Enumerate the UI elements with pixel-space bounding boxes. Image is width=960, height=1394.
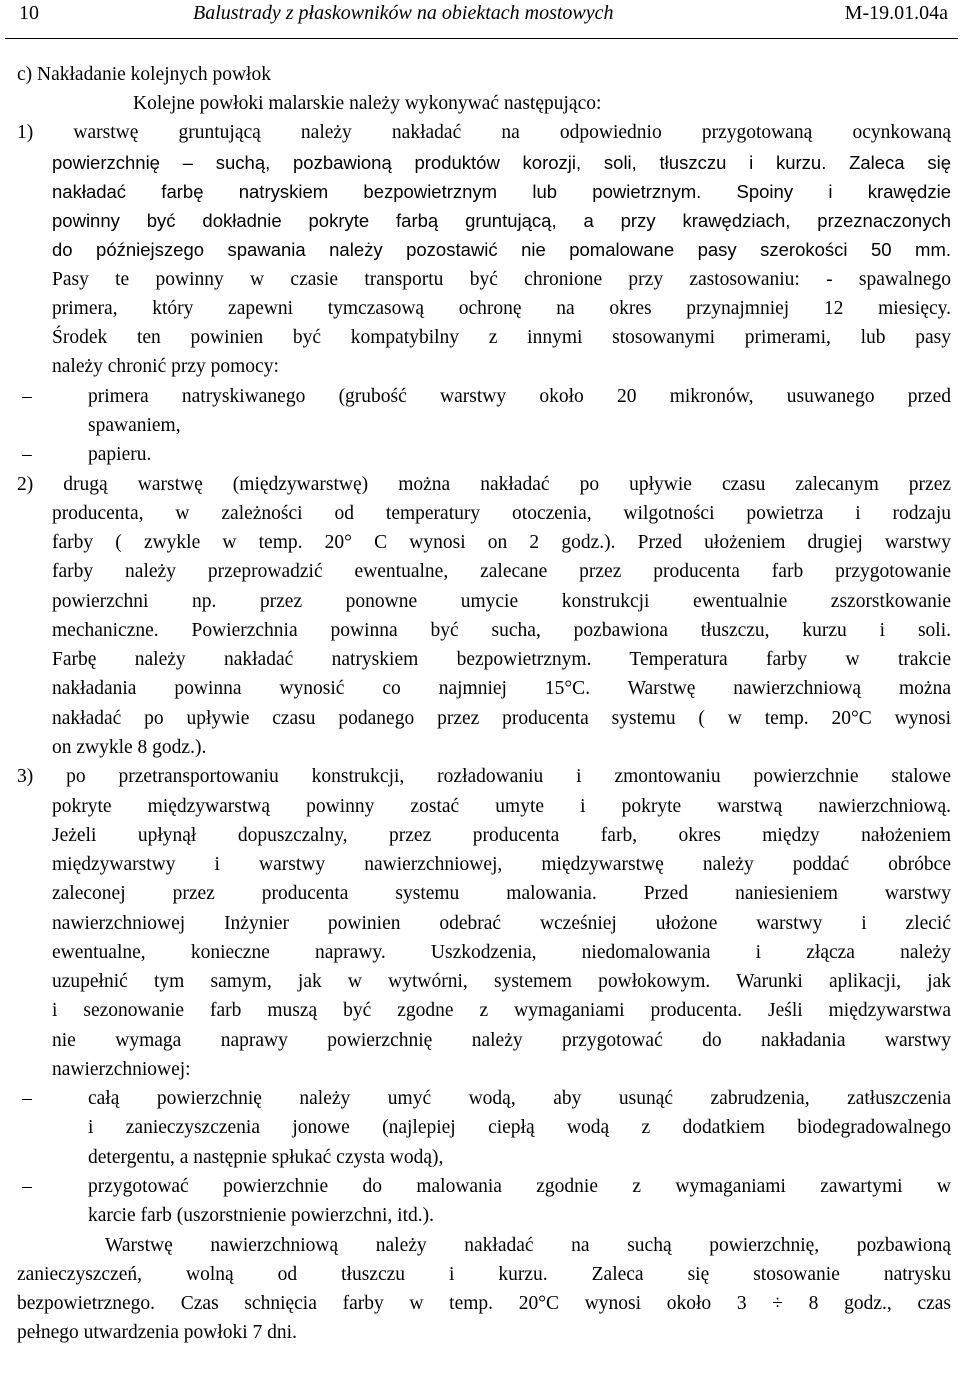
paragraph-line: należy chronić przy pomocy: — [52, 356, 279, 377]
paragraph-line: Farbę należy nakładać natryskiem bezpowietrznym. Temperatura farby w trakcie — [52, 649, 951, 670]
paragraph-line: pełnego utwardzenia powłoki 7 dni. — [17, 1322, 297, 1343]
list-dash: – — [22, 386, 32, 407]
paragraph-line: międzywarstwy i warstwy nawierzchniowej, międzywarstwę należy poddać obróbce — [52, 854, 951, 875]
page-header — [0, 0, 960, 42]
paragraph-line: Warstwę nawierzchniową należy nakładać na suchą powierzchnię, pozbawioną — [105, 1235, 951, 1256]
paragraph-line: bezpowietrznego. Czas schnięcia farby w temp. 20°C wynosi około 3 ÷ 8 godz., czas — [17, 1293, 951, 1314]
section-heading: c) Nakładanie kolejnych powłok — [17, 64, 271, 85]
paragraph-line: 1) warstwę gruntującą należy nakładać na odpowiednio przygotowaną ocynkowaną — [17, 122, 951, 143]
list-dash: – — [22, 1088, 32, 1109]
paragraph-line: do późniejszego spawania należy pozostawić nie pomalowane pasy szerokości 50 mm. — [52, 239, 951, 260]
paragraph-line: farby ( zwykle w temp. 20° C wynosi on 2 godz.). Przed ułożeniem drugiej warstwy — [52, 532, 951, 553]
list-item-line: przygotować powierzchnie do malowania zgodnie z wymaganiami zawartymi w — [88, 1176, 951, 1197]
list-item-line: karcie farb (uszorstnienie powierzchni, itd.). — [88, 1205, 434, 1226]
paragraph-line: nakładać po upływie czasu podanego przez producenta systemu ( w temp. 20°C wynosi — [52, 708, 951, 729]
paragraph-line: powierzchnię – suchą, pozbawioną produktów korozji, soli, tłuszczu i kurzu. Zaleca się — [52, 152, 951, 173]
paragraph-line: 2) drugą warstwę (międzywarstwę) można nakładać po upływie czasu zalecanym przez — [17, 474, 951, 495]
list-item-line: spawaniem, — [88, 415, 181, 436]
running-title: Balustrady z płaskowników na obiektach mostowych — [193, 2, 614, 24]
list-item-line: detergentu, a następnie spłukać czysta wodą), — [88, 1147, 444, 1168]
paragraph-line: farby należy przeprowadzić ewentualne, zalecane przez producenta farb przygotowanie — [52, 561, 951, 582]
header-rule — [5, 38, 958, 39]
paragraph-line: Pasy te powinny w czasie transportu być chronione przy zastosowaniu: - spawalnego — [52, 269, 951, 290]
paragraph-line: nawierzchniowej Inżynier powinien odebrać wcześniej ułożone warstwy i zlecić — [52, 913, 951, 934]
paragraph-line: zanieczyszczeń, wolną od tłuszczu i kurzu. Zaleca się stosowanie natrysku — [17, 1264, 951, 1285]
paragraph-line: powierzchni np. przez ponowne umycie konstrukcji ewentualnie zszorstkowanie — [52, 591, 951, 612]
paragraph-line: Środek ten powinien być kompatybilny z innymi stosowanymi primerami, lub pasy — [52, 327, 951, 348]
list-item-line: papieru. — [88, 444, 152, 465]
list-item-line: i zanieczyszczenia jonowe (najlepiej ciepłą wodą z dodatkiem biodegradowalnego — [88, 1117, 951, 1138]
paragraph-line: nie wymaga naprawy powierzchnię należy przygotować do nakładania warstwy — [52, 1030, 951, 1051]
paragraph-line: powinny być dokładnie pokryte farbą gruntującą, a przy krawędziach, przeznaczonych — [52, 210, 951, 231]
list-item-line: primera natryskiwanego (grubość warstwy około 20 mikronów, usuwanego przed — [88, 386, 951, 407]
page-number: 10 — [19, 2, 39, 24]
document-code: M-19.01.04a — [844, 2, 948, 24]
paragraph-line: producenta, w zależności od temperatury otoczenia, wilgotności powietrza i rodzaju — [52, 503, 951, 524]
paragraph-line: nawierzchniowej: — [52, 1059, 191, 1080]
paragraph-line: uzupełnić tym samym, jak w wytwórni, systemem powłokowym. Warunki aplikacji, jak — [52, 971, 951, 992]
paragraph-line: primera, który zapewni tymczasową ochronę na okres przynajmniej 12 miesięcy. — [52, 298, 951, 319]
list-item-line: całą powierzchnię należy umyć wodą, aby usunąć zabrudzenia, zatłuszczenia — [88, 1088, 951, 1109]
paragraph-line: nakładać farbę natryskiem bezpowietrznym lub powietrznym. Spoiny i krawędzie — [52, 181, 951, 202]
paragraph-line: zaleconej przez producenta systemu malowania. Przed naniesieniem warstwy — [52, 883, 951, 904]
paragraph-line: pokryte międzywarstwą powinny zostać umyte i pokryte warstwą nawierzchniową. — [52, 796, 951, 817]
list-dash: – — [22, 444, 32, 465]
list-dash: – — [22, 1176, 32, 1197]
paragraph-line: ewentualne, konieczne naprawy. Uszkodzenia, niedomalowania i złącza należy — [52, 942, 951, 963]
paragraph-line: on zwykle 8 godz.). — [52, 737, 207, 758]
paragraph-line: nakładania powinna wynosić co najmniej 15°C. Warstwę nawierzchniową można — [52, 678, 951, 699]
paragraph-line: i sezonowanie farb muszą być zgodne z wymaganiami producenta. Jeśli międzywarstwa — [52, 1000, 951, 1021]
paragraph-line: 3) po przetransportowaniu konstrukcji, rozładowaniu i zmontowaniu powierzchnie stalowe — [17, 766, 951, 787]
paragraph-line: Kolejne powłoki malarskie należy wykonywać następująco: — [133, 93, 602, 114]
paragraph-line: mechaniczne. Powierzchnia powinna być sucha, pozbawiona tłuszczu, kurzu i soli. — [52, 620, 951, 641]
paragraph-line: Jeżeli upłynął dopuszczalny, przez producenta farb, okres między nałożeniem — [52, 825, 951, 846]
